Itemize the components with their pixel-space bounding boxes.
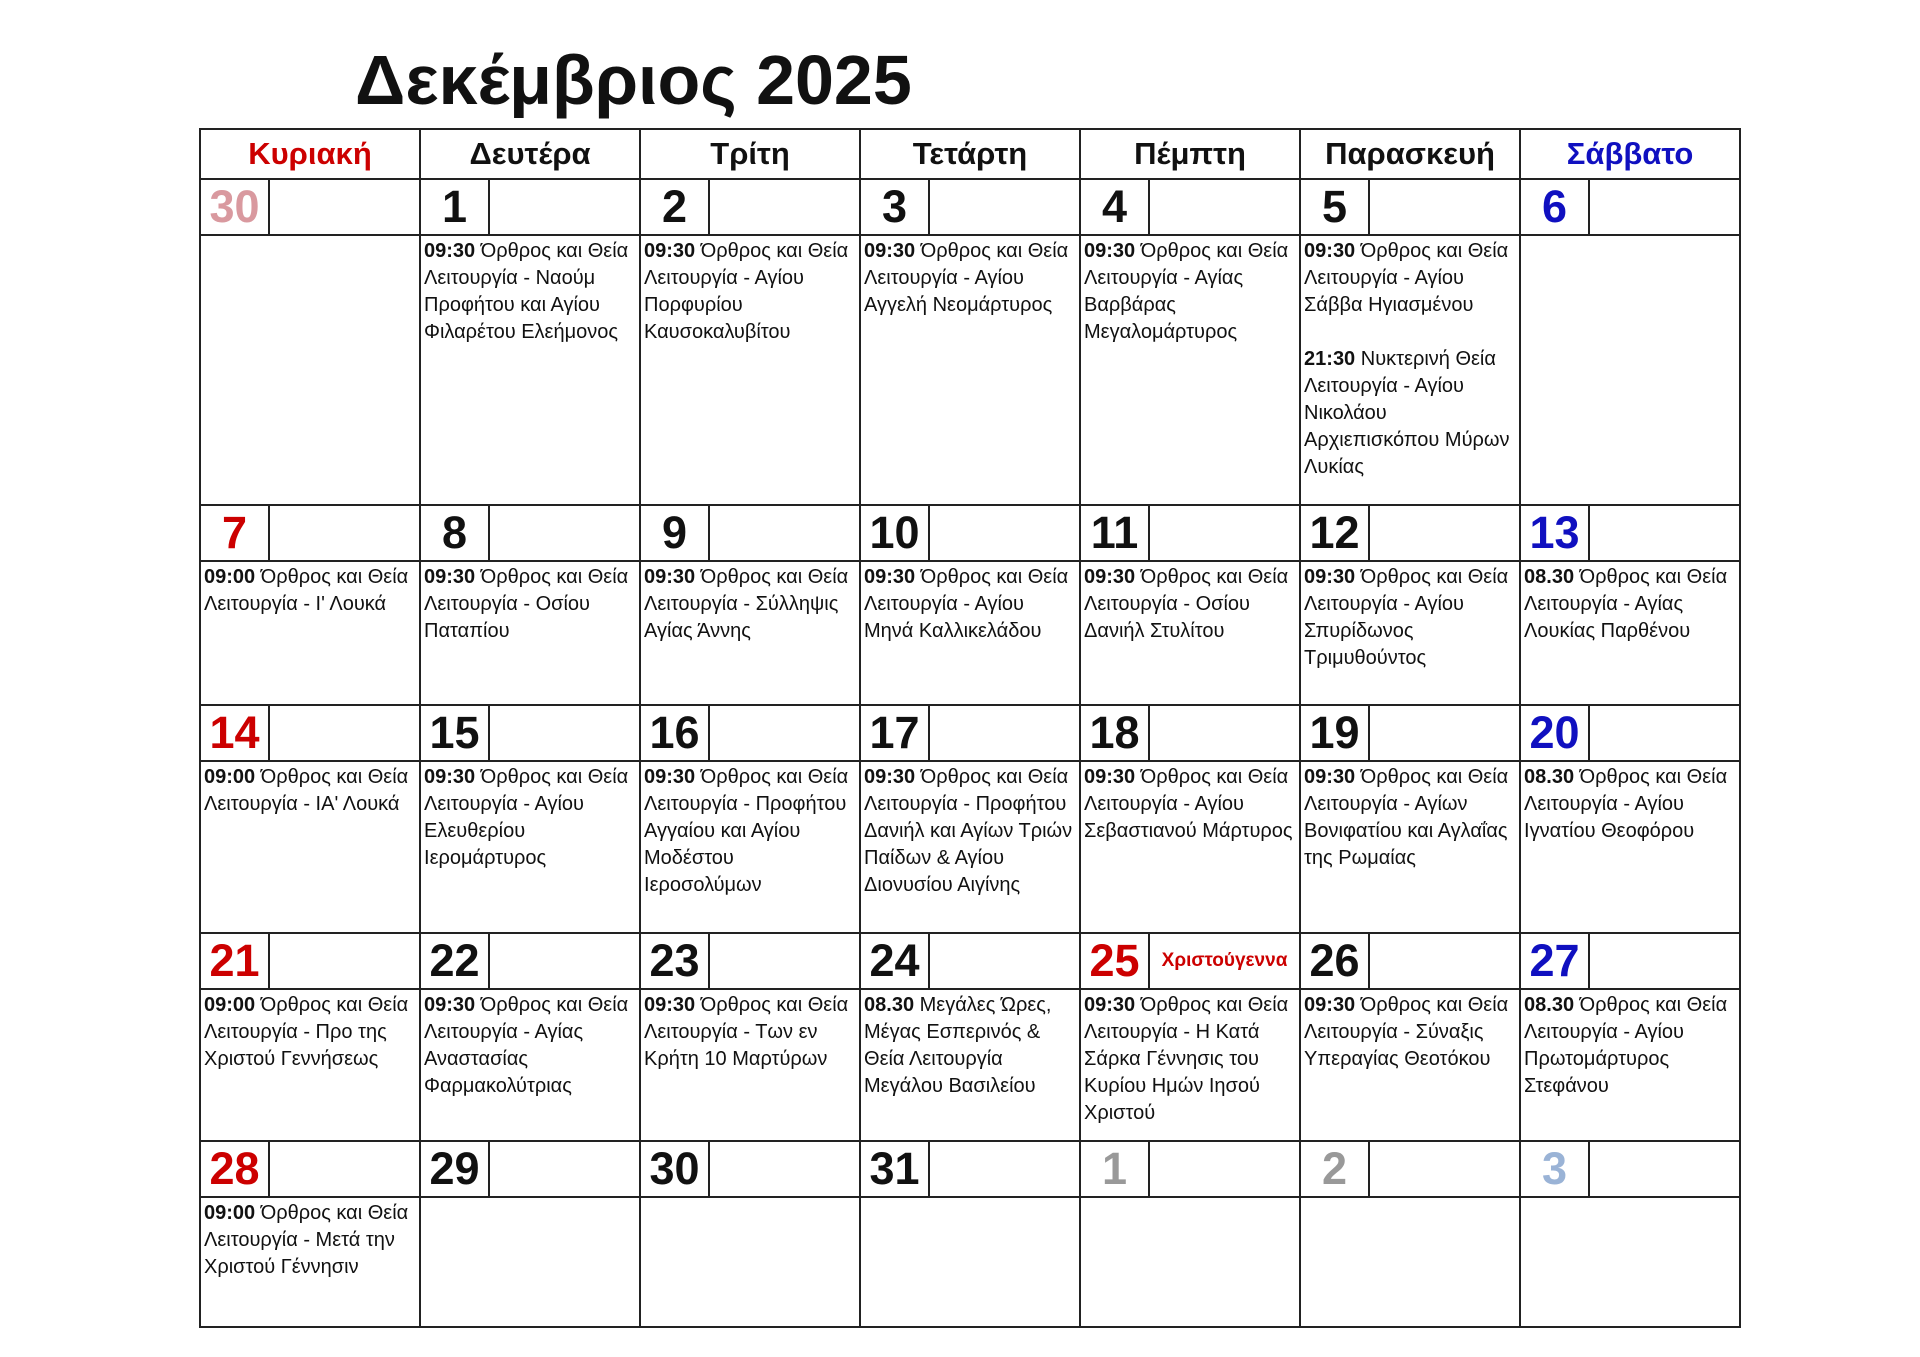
day-header-note: Χριστούγεννα	[1149, 933, 1300, 989]
event-item	[424, 992, 636, 1100]
event-item	[1084, 764, 1296, 845]
event-item	[424, 764, 636, 872]
day-header-note	[929, 933, 1080, 989]
day-header-note	[1589, 1141, 1740, 1197]
week-number-row	[200, 505, 1740, 561]
day-events-cell	[420, 989, 640, 1141]
day-header-note	[1149, 1141, 1300, 1197]
day-number: 17	[860, 705, 929, 761]
event-text: Όρθρος και Θεία Λειτουργία - Προφήτου Αγγαίου και Αγίου Μοδέστου Ιεροσολύμων	[644, 766, 849, 896]
event-text: Όρθρος και Θεία Λειτουργία - Σύλληψις Αγίας Άννης	[644, 566, 849, 642]
event-item	[204, 764, 416, 818]
day-number: 29	[420, 1141, 489, 1197]
day-number: 8	[420, 505, 489, 561]
event-time: 09:30	[1084, 994, 1136, 1016]
event-text: Όρθρος και Θεία Λειτουργία - Αγίου Αγγελή Νεομάρτυρος	[864, 240, 1069, 316]
day-events-cell	[640, 989, 860, 1141]
day-number: 15	[420, 705, 489, 761]
day-number: 6	[1520, 179, 1589, 235]
event-time: 09:30	[424, 766, 476, 788]
event-text: Όρθρος και Θεία Λειτουργία - Αγίας Λουκίας Παρθένου	[1524, 566, 1728, 642]
day-events-cell	[1080, 989, 1300, 1141]
day-header-note	[709, 705, 860, 761]
day-header-note	[489, 179, 640, 235]
day-events-cell	[200, 761, 420, 933]
day-header-note	[1369, 705, 1520, 761]
day-number: 7	[200, 505, 269, 561]
day-header-note	[929, 505, 1080, 561]
day-events-cell	[860, 989, 1080, 1141]
event-text: Όρθρος και Θεία Λειτουργία - Αγίου Σάββα Ηγιασμένου	[1304, 240, 1509, 316]
event-text: Νυκτερινή Θεία Λειτουργία - Αγίου Νικολάου Αρχιεπισκόπου Μύρων Λυκίας	[1304, 348, 1510, 478]
event-time: 09:30	[424, 566, 476, 588]
event-item	[1524, 764, 1736, 845]
event-text: Όρθρος και Θεία Λειτουργία - Αγίου Μηνά Καλλικελάδου	[864, 566, 1069, 642]
weekday-header: Τετάρτη	[860, 129, 1080, 179]
event-time: 09:30	[1304, 766, 1356, 788]
weekday-header: Σάββατο	[1520, 129, 1740, 179]
day-header-note	[1149, 179, 1300, 235]
day-number: 24	[860, 933, 929, 989]
event-item	[1304, 346, 1516, 481]
day-events-cell	[1300, 561, 1520, 705]
day-header-note	[489, 505, 640, 561]
event-time: 09:30	[644, 240, 696, 262]
event-text: Όρθρος και Θεία Λειτουργία - Αγίας Αναστασίας Φαρμακολύτριας	[424, 994, 629, 1097]
day-header-note	[709, 1141, 860, 1197]
event-time: 09:00	[204, 1202, 256, 1224]
day-number: 28	[200, 1141, 269, 1197]
event-item	[864, 764, 1076, 899]
day-header-note	[709, 179, 860, 235]
day-events-cell	[1080, 235, 1300, 505]
weekday-header: Πέμπτη	[1080, 129, 1300, 179]
event-time: 09:30	[864, 240, 916, 262]
day-number: 3	[860, 179, 929, 235]
weekday-header: Δευτέρα	[420, 129, 640, 179]
event-time: 09:30	[1304, 994, 1356, 1016]
event-time: 09:30	[644, 766, 696, 788]
week-number-row	[200, 933, 1740, 989]
day-events-cell	[860, 235, 1080, 505]
event-time: 09:30	[424, 240, 476, 262]
event-text: Όρθρος και Θεία Λειτουργία - Οσίου Παταπίου	[424, 566, 629, 642]
day-events-cell	[640, 761, 860, 933]
day-events-cell	[1520, 989, 1740, 1141]
event-time: 09:30	[1304, 566, 1356, 588]
event-item	[644, 764, 856, 899]
day-number: 3	[1520, 1141, 1589, 1197]
day-events-cell	[1300, 989, 1520, 1141]
event-text: Όρθρος και Θεία Λειτουργία - Αγίας Βαρβάρας Μεγαλομάρτυρος	[1084, 240, 1289, 343]
event-item	[1304, 764, 1516, 872]
event-time: 08.30	[1524, 566, 1575, 588]
event-item	[204, 1200, 416, 1281]
day-header-note	[1369, 179, 1520, 235]
page-title: Δεκέμβριος 2025	[355, 41, 912, 119]
day-number: 10	[860, 505, 929, 561]
day-number: 9	[640, 505, 709, 561]
day-header-note	[269, 179, 420, 235]
day-header-note	[269, 705, 420, 761]
event-text: Όρθρος και Θεία Λειτουργία - Προ της Χριστού Γεννήσεως	[204, 994, 409, 1070]
day-header-note	[1589, 505, 1740, 561]
day-number: 13	[1520, 505, 1589, 561]
event-item	[1084, 238, 1296, 346]
day-events-cell	[1080, 1197, 1300, 1327]
day-header-note	[489, 1141, 640, 1197]
day-number: 4	[1080, 179, 1149, 235]
event-item	[424, 564, 636, 645]
event-item	[644, 992, 856, 1073]
day-header-note	[1589, 933, 1740, 989]
week-events-row	[200, 761, 1740, 933]
day-events-cell	[420, 235, 640, 505]
event-text: Όρθρος και Θεία Λειτουργία - Σύναξις Υπεραγίας Θεοτόκου	[1304, 994, 1509, 1070]
day-header-note	[269, 505, 420, 561]
event-text: Όρθρος και Θεία Λειτουργία - Αγίου Ιγνατίου Θεοφόρου	[1524, 766, 1728, 842]
day-events-cell	[200, 989, 420, 1141]
day-events-cell	[420, 1197, 640, 1327]
day-events-cell	[200, 235, 420, 505]
event-time: 09:30	[1304, 240, 1356, 262]
weekday-header: Κυριακή	[200, 129, 420, 179]
day-events-cell	[640, 561, 860, 705]
week-number-row	[200, 1141, 1740, 1197]
week-events-row	[200, 235, 1740, 505]
event-item	[204, 564, 416, 618]
day-events-cell	[640, 1197, 860, 1327]
day-header-note	[489, 933, 640, 989]
day-events-cell	[1080, 561, 1300, 705]
day-events-cell	[640, 235, 860, 505]
day-number: 12	[1300, 505, 1369, 561]
day-number: 11	[1080, 505, 1149, 561]
day-events-cell	[1520, 561, 1740, 705]
event-time: 09:30	[1084, 240, 1136, 262]
week-number-row	[200, 179, 1740, 235]
day-events-cell	[1300, 761, 1520, 933]
event-text: Όρθρος και Θεία Λειτουργία - Αγίου Ελευθερίου Ιερομάρτυρος	[424, 766, 629, 869]
day-header-note	[709, 933, 860, 989]
event-time: 09:30	[1084, 766, 1136, 788]
day-number: 18	[1080, 705, 1149, 761]
day-number: 1	[1080, 1141, 1149, 1197]
day-events-cell	[420, 561, 640, 705]
event-item	[644, 238, 856, 346]
event-time: 09:00	[204, 766, 256, 788]
week-events-row	[200, 989, 1740, 1141]
day-events-cell	[860, 761, 1080, 933]
day-number: 2	[640, 179, 709, 235]
day-header-note	[1589, 179, 1740, 235]
event-item	[864, 238, 1076, 319]
event-text: Όρθρος και Θεία Λειτουργία - ΙΑ' Λουκά	[204, 766, 409, 815]
event-item	[1304, 238, 1516, 319]
event-item	[1304, 992, 1516, 1073]
event-text: Όρθρος και Θεία Λειτουργία - Μετά την Χριστού Γέννησιν	[204, 1202, 409, 1278]
day-header-note	[1369, 1141, 1520, 1197]
event-time: 21:30	[1304, 348, 1356, 370]
day-header-note	[1149, 705, 1300, 761]
week-number-row	[200, 705, 1740, 761]
event-item	[864, 992, 1076, 1100]
day-events-cell	[420, 761, 640, 933]
day-number: 2	[1300, 1141, 1369, 1197]
event-text: Όρθρος και Θεία Λειτουργία - Οσίου Δανιήλ Στυλίτου	[1084, 566, 1289, 642]
day-events-cell	[1520, 761, 1740, 933]
calendar-grid	[199, 128, 1741, 1328]
event-time: 09:30	[424, 994, 476, 1016]
day-number: 20	[1520, 705, 1589, 761]
event-time: 09:00	[204, 994, 256, 1016]
event-time: 09:30	[644, 566, 696, 588]
day-header-note	[269, 933, 420, 989]
event-text: Όρθρος και Θεία Λειτουργία - Αγίου Πορφυρίου Καυσοκαλυβίτου	[644, 240, 849, 343]
week-events-row	[200, 1197, 1740, 1327]
week-events-row	[200, 561, 1740, 705]
event-time: 08.30	[1524, 994, 1575, 1016]
event-item	[864, 564, 1076, 645]
day-header-note	[269, 1141, 420, 1197]
day-events-cell	[200, 1197, 420, 1327]
day-header-note	[1149, 505, 1300, 561]
day-number: 5	[1300, 179, 1369, 235]
event-text: Όρθρος και Θεία Λειτουργία - Των εν Κρήτη 10 Μαρτύρων	[644, 994, 849, 1070]
event-text: Όρθρος και Θεία Λειτουργία - Ναούμ Προφήτου και Αγίου Φιλαρέτου Ελεήμονος	[424, 240, 629, 343]
event-item	[644, 564, 856, 645]
day-number: 1	[420, 179, 489, 235]
event-item	[424, 238, 636, 346]
day-header-note	[929, 1141, 1080, 1197]
event-item	[204, 992, 416, 1073]
event-item	[1084, 564, 1296, 645]
weekday-header-row	[200, 129, 1740, 179]
day-header-note	[709, 505, 860, 561]
event-time: 08.30	[864, 994, 915, 1016]
event-text: Όρθρος και Θεία Λειτουργία - Αγίου Σεβαστιανού Μάρτυρος	[1084, 766, 1293, 842]
day-header-note	[1589, 705, 1740, 761]
event-time: 09:30	[864, 766, 916, 788]
day-number: 23	[640, 933, 709, 989]
day-number: 31	[860, 1141, 929, 1197]
event-item	[1304, 564, 1516, 672]
day-number: 14	[200, 705, 269, 761]
event-text: Όρθρος και Θεία Λειτουργία - Αγίου Πρωτομάρτυρος Στεφάνου	[1524, 994, 1728, 1097]
day-number: 26	[1300, 933, 1369, 989]
day-header-note	[489, 705, 640, 761]
event-text: Όρθρος και Θεία Λειτουργία - Η Κατά Σάρκα Γέννησις του Κυρίου Ημών Ιησού Χριστού	[1084, 994, 1289, 1124]
day-number: 22	[420, 933, 489, 989]
day-events-cell	[860, 561, 1080, 705]
day-events-cell	[200, 561, 420, 705]
day-header-note	[929, 179, 1080, 235]
day-header-note	[929, 705, 1080, 761]
day-events-cell	[1520, 1197, 1740, 1327]
day-number: 25	[1080, 933, 1149, 989]
day-header-note	[1369, 505, 1520, 561]
day-number: 30	[200, 179, 269, 235]
day-events-cell	[1520, 235, 1740, 505]
event-item	[1524, 992, 1736, 1100]
event-text: Μεγάλες Ώρες, Μέγας Εσπερινός & Θεία Λειτουργία Μεγάλου Βασιλείου	[864, 994, 1052, 1097]
event-time: 09:30	[864, 566, 916, 588]
event-time: 09:30	[1084, 566, 1136, 588]
weekday-header: Παρασκευή	[1300, 129, 1520, 179]
day-number: 27	[1520, 933, 1589, 989]
day-number: 30	[640, 1141, 709, 1197]
day-number: 21	[200, 933, 269, 989]
event-item	[1524, 564, 1736, 645]
day-events-cell	[1080, 761, 1300, 933]
day-events-cell	[1300, 1197, 1520, 1327]
day-header-note	[1369, 933, 1520, 989]
event-text: Όρθρος και Θεία Λειτουργία - Προφήτου Δανιήλ και Αγίων Τριών Παίδων & Αγίου Διονυσίου Αιγίνης	[864, 766, 1073, 896]
day-number: 16	[640, 705, 709, 761]
event-text: Όρθρος και Θεία Λειτουργία - Ι' Λουκά	[204, 566, 409, 615]
event-text: Όρθρος και Θεία Λειτουργία - Αγίου Σπυρίδωνος Τριμυθούντος	[1304, 566, 1509, 669]
event-item	[1084, 992, 1296, 1127]
event-time: 08.30	[1524, 766, 1575, 788]
event-time: 09:30	[644, 994, 696, 1016]
day-number: 19	[1300, 705, 1369, 761]
day-events-cell	[1300, 235, 1520, 505]
event-time: 09:00	[204, 566, 256, 588]
event-text: Όρθρος και Θεία Λειτουργία - Αγίων Βονιφατίου και Αγλαΐας της Ρωμαίας	[1304, 766, 1509, 869]
day-events-cell	[860, 1197, 1080, 1327]
weekday-header: Τρίτη	[640, 129, 860, 179]
